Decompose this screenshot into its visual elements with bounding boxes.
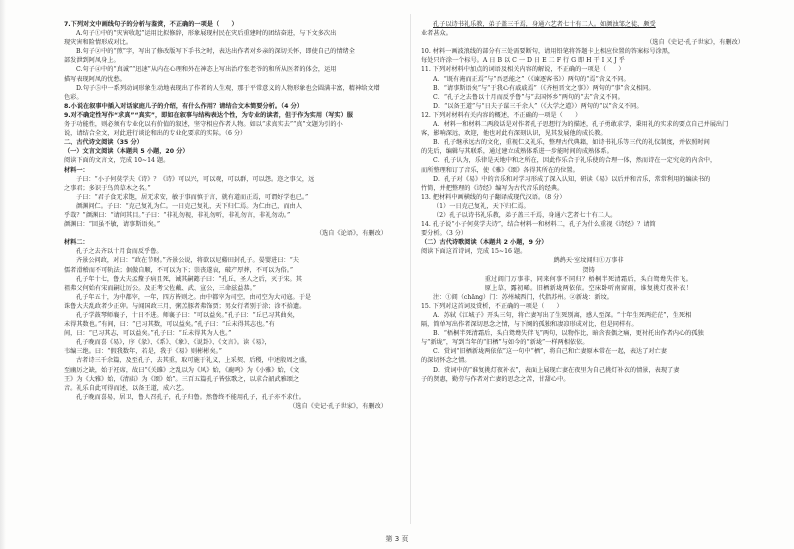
right-text-line: D．赏词中的“谁复挑灯夜补衣”，表面上展现亡妻在夜里为自己挑灯补衣的情景，表现了妻 <box>433 366 680 374</box>
left-text-line: （选自《论语》，有删改） <box>315 230 387 238</box>
right-text-line: C．赏词“旧栖新垅两依依”这一句中“栖”，将自己和亡妻原本常在一起，表达了对亡妻 <box>433 348 667 356</box>
right-text-line: （选自《史记·孔子世家》，有删改） <box>646 39 744 47</box>
right-text-line: （2）孔子以诗书礼乐教，弟子盖三千焉，身通六艺者七十有二人。 <box>433 211 617 219</box>
left-text-line: 儒者滑稽而不可轨法；倨傲自顺，不可以为下；崇丧遂哀，破产厚葬，不可以为俗。” <box>64 266 293 274</box>
left-text-line: 间，曰：“已习其志，可以益矣。”孔子曰：“丘未得其为人也。” <box>64 330 232 338</box>
left-text-line: 阅读下面的文言文，完成 10~14 题。 <box>64 157 170 165</box>
left-text-line: 王》为《大雅》始，《清庙》为《颂》始”。三百五篇孔子皆弦歌之，以求合韶武雅颂之 <box>64 375 300 383</box>
left-text-line: 之事君；多识于鸟兽草木之名。” <box>64 184 151 192</box>
left-text-line: 描写表现阿凤的忧愁。 <box>64 75 126 83</box>
right-text-line: 要分析。（3 分） <box>421 230 468 238</box>
right-text-line: 11. 下列对材料中加点的词语及相关内容的解说，不正确的一项是（ ） <box>421 66 625 74</box>
left-text-line: 材料二： <box>64 239 89 247</box>
right-text-line: 鹧鸪天·室坟闻归①万事非 <box>553 257 624 265</box>
right-text-line: D．“以备王道”与“日夫子谋三千余人”（《大学之道》）两句的“以”含义不同。 <box>433 102 643 110</box>
right-text-line: 重过阊门万事非，同来何事不同归？梧桐半死清霜后，头白鸳鸯失伴飞。 <box>484 275 693 283</box>
left-text-line: 务于功能性，则必须有专业化以有价值的叙述，坚守相应作者人物。如以“求真实去”“真”文题为引的小 <box>64 121 343 129</box>
right-text-line: A．苏轼《江城子》开头三句，将亡妻写出了生死别离，感人至深。“十年生死两茫茫”，生死相 <box>433 312 692 319</box>
left-text-line: 乎哉？”颜渊曰：“请问其目。”子曰：“非礼勿视，非礼勿听，非礼勿言，非礼勿动。” <box>64 211 291 219</box>
right-text-line: （二）古代诗歌阅读（本题共 2 小题，9 分） <box>421 239 548 247</box>
column-divider <box>410 14 411 524</box>
right-text-line: 隔，简单写出作者深切思念之情，与下阕的孤独和凄凉形成对比，但是同样有。 <box>421 321 638 329</box>
right-text-line: 注：①阊（chāng）门：苏州城西门，代指苏州。②新垅：新坟。 <box>433 293 613 301</box>
right-text-line: 子的贤惠，勤劳与作者对亡妻的思念之苦，甘甜心中。 <box>421 375 570 383</box>
left-text-line: 至幽厉之缺，始于衽席，故曰“《关雎》之乱以为《风》始，《鹿鸣》为《小雅》始，《文 <box>64 366 300 374</box>
left-text-line: 部发泄到阿凤身上。 <box>64 57 120 65</box>
right-text-line: C．孔子认为，乐律是天地中和之所在，因此作乐合于礼乐使的合理一体，然而诗在一定究竟的内含中， <box>433 157 717 165</box>
right-text-line: 15. 下列对这首词及赏析，不正确的一项是（ ） <box>421 302 563 310</box>
right-text-line: 阅读下面这首诗词，完成 15~16 题。 <box>421 248 527 256</box>
left-text-line: 孔子年十七，鲁大夫孟釐子病且死，诫其嗣懿子曰：“孔丘，圣人之后，灭于宋。其 <box>76 275 302 283</box>
right-text-line: 13. 把材料中画横线的句子翻译成现代汉语。（8 分） <box>421 193 566 201</box>
right-text-line: 业者甚众。 <box>421 30 452 38</box>
left-text-line: 未得其数也。”有间，曰：“已习其数，可以益矣。”孔子曰：“丘未得其志也。”有 <box>64 321 275 329</box>
left-text-line: 二、古代诗文阅读（35 分） <box>64 139 143 147</box>
left-text-line: 子曰：“君子食无求饱，居无求安，敏于事而慎于言，就有道而正焉，可谓好学也已。” <box>76 193 309 201</box>
left-text-line: 子曰：“小子何莫学夫《诗》？《诗》可以兴，可以观，可以群，可以怨。迩之事父，远 <box>76 175 315 183</box>
left-text-line: （一）文言文阅读（本题共 5 小题，20 分） <box>64 148 189 156</box>
right-text-line: 的先后，编辑与其联系，通过建立成熟体系进一步能时间的成熟体系。 <box>421 148 613 156</box>
left-text-line: 孔子年五十，为中都宰，一年，四方皆则之。由中都宰为司空，由司空为大司寇。于是 <box>76 293 312 301</box>
left-text-line: 韦编三绝。曰：“假我数年，若是，我于《易》则彬彬矣。” <box>64 348 222 356</box>
right-text-line: 贺铸 <box>582 266 595 274</box>
right-text-line: A．材料一和材料二两段话是对作者孔子思想行为的描述，孔子勇敢求学，秉用礼的实求的要点自己并展出门 <box>433 121 729 129</box>
right-text-line: 每处只许涂一个标号。A 日 B 以 C 一 D 日 E 二 F 行 G 即 H 干 I 又 J 乎 <box>421 57 625 65</box>
left-text-line: A.句子①中的“灾害收起”运用比拟修辞，形象展现村民在灾后重建时的团结奋进，与下文多次出 <box>76 30 337 38</box>
page-edge-shadow <box>0 0 6 549</box>
left-text-line: B.句子②中的“煎”字，写出了修改版写下手书之时，表达出作者对乡亲的深切关怀，即使自己的情绪全 <box>76 48 355 56</box>
left-text-line: 现灾害和险情形成对比。 <box>64 39 133 47</box>
left-text-line: D.句子⑤中一系列动词形象生动地表现出了作者的人生观，那于平常意义的人物形象也会圆满丰富，精神给文增 <box>76 84 380 92</box>
right-text-line: 与“新垅”，写到当年的“旧栖”与如今的“新垅”一样两相依依。 <box>421 339 589 347</box>
right-text-line: 的深切怀念之情。 <box>421 357 471 365</box>
left-text-line: 说，请结合全文，对此进行谈论和出的专业化要求的实际。（6 分） <box>64 130 247 138</box>
right-text-line: （1）一日克己复礼，天下归仁焉。 <box>433 202 530 210</box>
left-text-line: 孔子晚而喜易，居卫，鲁人召孔子，孔子归鲁。然鲁终不能用孔子，孔子亦不求仕。 <box>76 393 305 401</box>
left-text-line: 齐景公问政，对曰：“政在节财。”齐景公说，将欲以尼谿田封孔子。晏婴进曰：“夫 <box>76 257 299 265</box>
right-text-line: C．“孔子之去鲁以十月而反乎鲁”与“去国怀乡”两句的“去”含义不同。 <box>433 93 624 101</box>
right-text-line: 竹简，并把整理的《诗经》编写为古代音乐的经典。 <box>421 184 564 192</box>
page-number: 第 3 页 <box>385 535 409 543</box>
left-text-line: 孔子学鼓琴师襄子，十日不进。师襄子曰：“可以益矣。”孔子曰：“丘已习其曲矣， <box>76 312 299 319</box>
right-text-line: B．孔子继承远古的文化，重视仁义礼乐，整理古代典籍，如诗书礼乐等三代的礼仪制度，并依照时间 <box>433 139 710 147</box>
right-text-line: 孔子以诗书礼乐教，弟子盖三千焉，身通六艺者七十有二人。如颜浊邹之徒，颇受 <box>433 21 656 28</box>
left-text-line: C.句子④中的“真诚”“迅速”从内在心理和外在神态上写出治疗张老爷的和所从医者的体会，运用 <box>76 66 337 74</box>
right-text-line: 10. 材料一画波浪线的部分有三处需要断句，请用铅笔将答题卡上相应位置的答案标号涂黑， <box>421 48 675 56</box>
right-text-line: D．孔子对《易》中的音乐和对学习形成了深入认知，研读《易》以后并和音乐，常常利用的编读书的 <box>433 175 711 183</box>
left-text-line: 孔子晚而喜《易》，序《彖》、《系》、《象》、《说卦》、《文言》。读《易》， <box>76 339 271 347</box>
left-text-line: 古者诗三千余篇，及至孔子，去其重，取可施于礼义，上采契、后稷，中述殷周之盛， <box>76 357 312 365</box>
left-text-line: 颜渊曰：“回虽不敏，请事斯语矣。” <box>64 221 161 229</box>
right-column <box>421 20 756 384</box>
left-text-line: 祖弗父何始有宋而嗣让厉公。及正考父佐戴、武、宣公，三命兹益恭。” <box>64 284 256 292</box>
left-text-line: 诛鲁大夫乱政者少正卯。与闻国政三月，粥羔豚者弗饰贾；男女行者别于涂；涂不拾遗。 <box>64 302 306 310</box>
left-text-line: 9.对不确定性写作“求真”“真实”，即如在叙事与结构表达个性，为专业的读者，但于作为实用（写实）服 <box>64 111 353 119</box>
right-text-line: 12. 下列对材料有关内容的概述，不正确的一项是（ ） <box>421 111 582 119</box>
left-text-line: 音。礼乐自此可得而述，以备王道，成六艺。 <box>64 384 188 392</box>
left-text-line: 孔子之去齐以十月食而反乎鲁。 <box>76 248 163 256</box>
left-text-line: 材料一： <box>64 166 89 174</box>
right-text-line: B．“请事斯语矣”与“于我心有戚戚焉”（《齐桓晋文之事》）两句的“事”含义相同。 <box>433 84 655 92</box>
right-text-line: 原上草，露初晞。旧栖新垅两依依。空床卧听南窗雨，谁复挑灯夜补衣！ <box>484 284 693 292</box>
left-text-line: 7.下列对文中画线句子的分析与鉴赏，不正确的一项是（ ） <box>64 21 238 28</box>
right-text-line: B．“梧桐半死清霜后，头白鸳鸯失伴飞”两句，以物作比，暗含丧偶之痛，更衬托出作者内心的孤独 <box>433 330 704 338</box>
left-column <box>64 20 399 411</box>
right-text-line: 而所整理和订了音乐，使《雅》《颂》各得其所在的位置。 <box>421 166 579 174</box>
left-text-line: （选自《史记·孔子世家》，有删改） <box>289 402 387 410</box>
left-text-line: 8.小说在叙事中插入对话家庭儿子的介绍，有什么作用？请结合文本简要分析。（4 分） <box>64 102 303 110</box>
left-text-line: 色彩。 <box>64 93 83 101</box>
right-text-line: 14. 孔子说“小子何莫学夫诗”，结合材料一和材料二，孔子为什么重视《诗经》？请简 <box>421 221 656 229</box>
left-text-line: 颜渊问仁。子曰：“克己复礼为仁。一日克己复礼，天下归仁焉。为仁由己，而由人 <box>76 202 302 210</box>
right-text-line: 客，影响深远，欢迎，他也对此有深刻认识，见其发展他的成长教。 <box>421 130 607 138</box>
right-text-line: A．“既有淹而正焉”与“吾恶能之”（《谏逐客书》）两句的“焉”含义不同。 <box>433 75 630 83</box>
